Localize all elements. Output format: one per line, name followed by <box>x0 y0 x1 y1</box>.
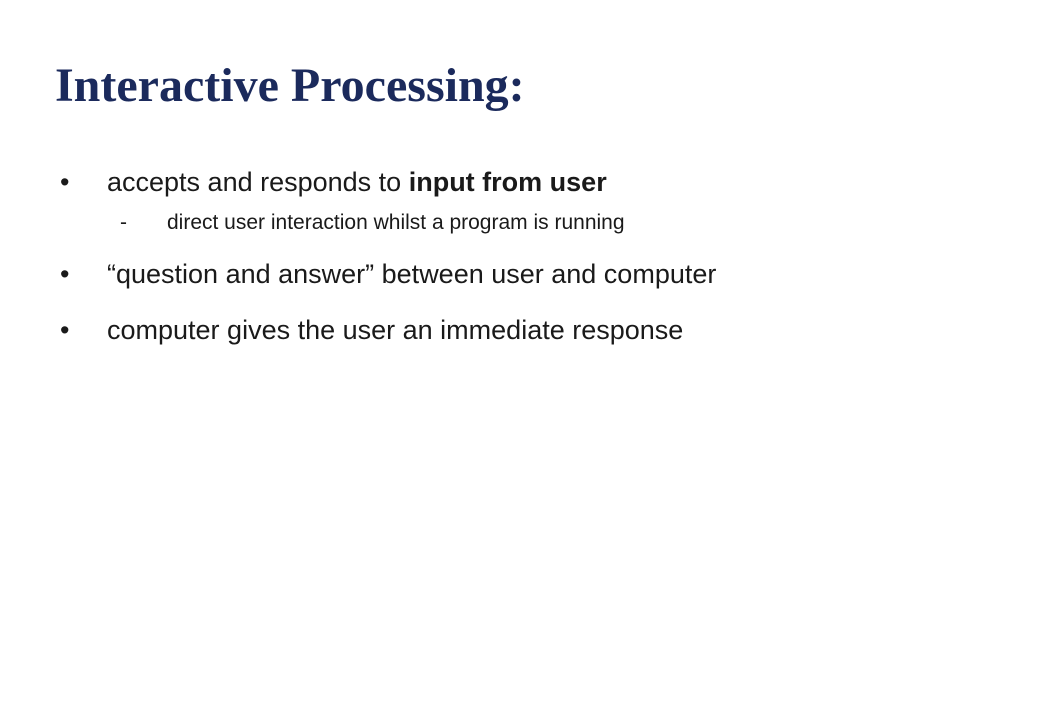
bullet-item-2 <box>60 252 1020 296</box>
bullet-marker: • <box>60 167 70 197</box>
bullet-text: “question and answer” between user and computer <box>107 259 717 289</box>
slide-title: Interactive Processing: <box>55 59 525 112</box>
bullet-marker: • <box>60 315 70 345</box>
bullet-text: computer gives the user an immediate response <box>107 315 684 345</box>
bullet-list <box>60 160 1020 352</box>
bullet-text-bold: input from user <box>408 167 607 197</box>
bullet-marker: • <box>60 259 70 289</box>
sub-bullet-item-1 <box>60 208 1020 238</box>
sub-bullet-marker: - <box>120 211 127 234</box>
sub-bullet-text: direct user interaction whilst a program is running <box>167 211 625 234</box>
bullet-item-3 <box>60 308 1020 352</box>
bullet-text: accepts and responds to <box>107 167 409 197</box>
spacer <box>60 296 1020 308</box>
bullet-item-1 <box>60 160 1020 204</box>
